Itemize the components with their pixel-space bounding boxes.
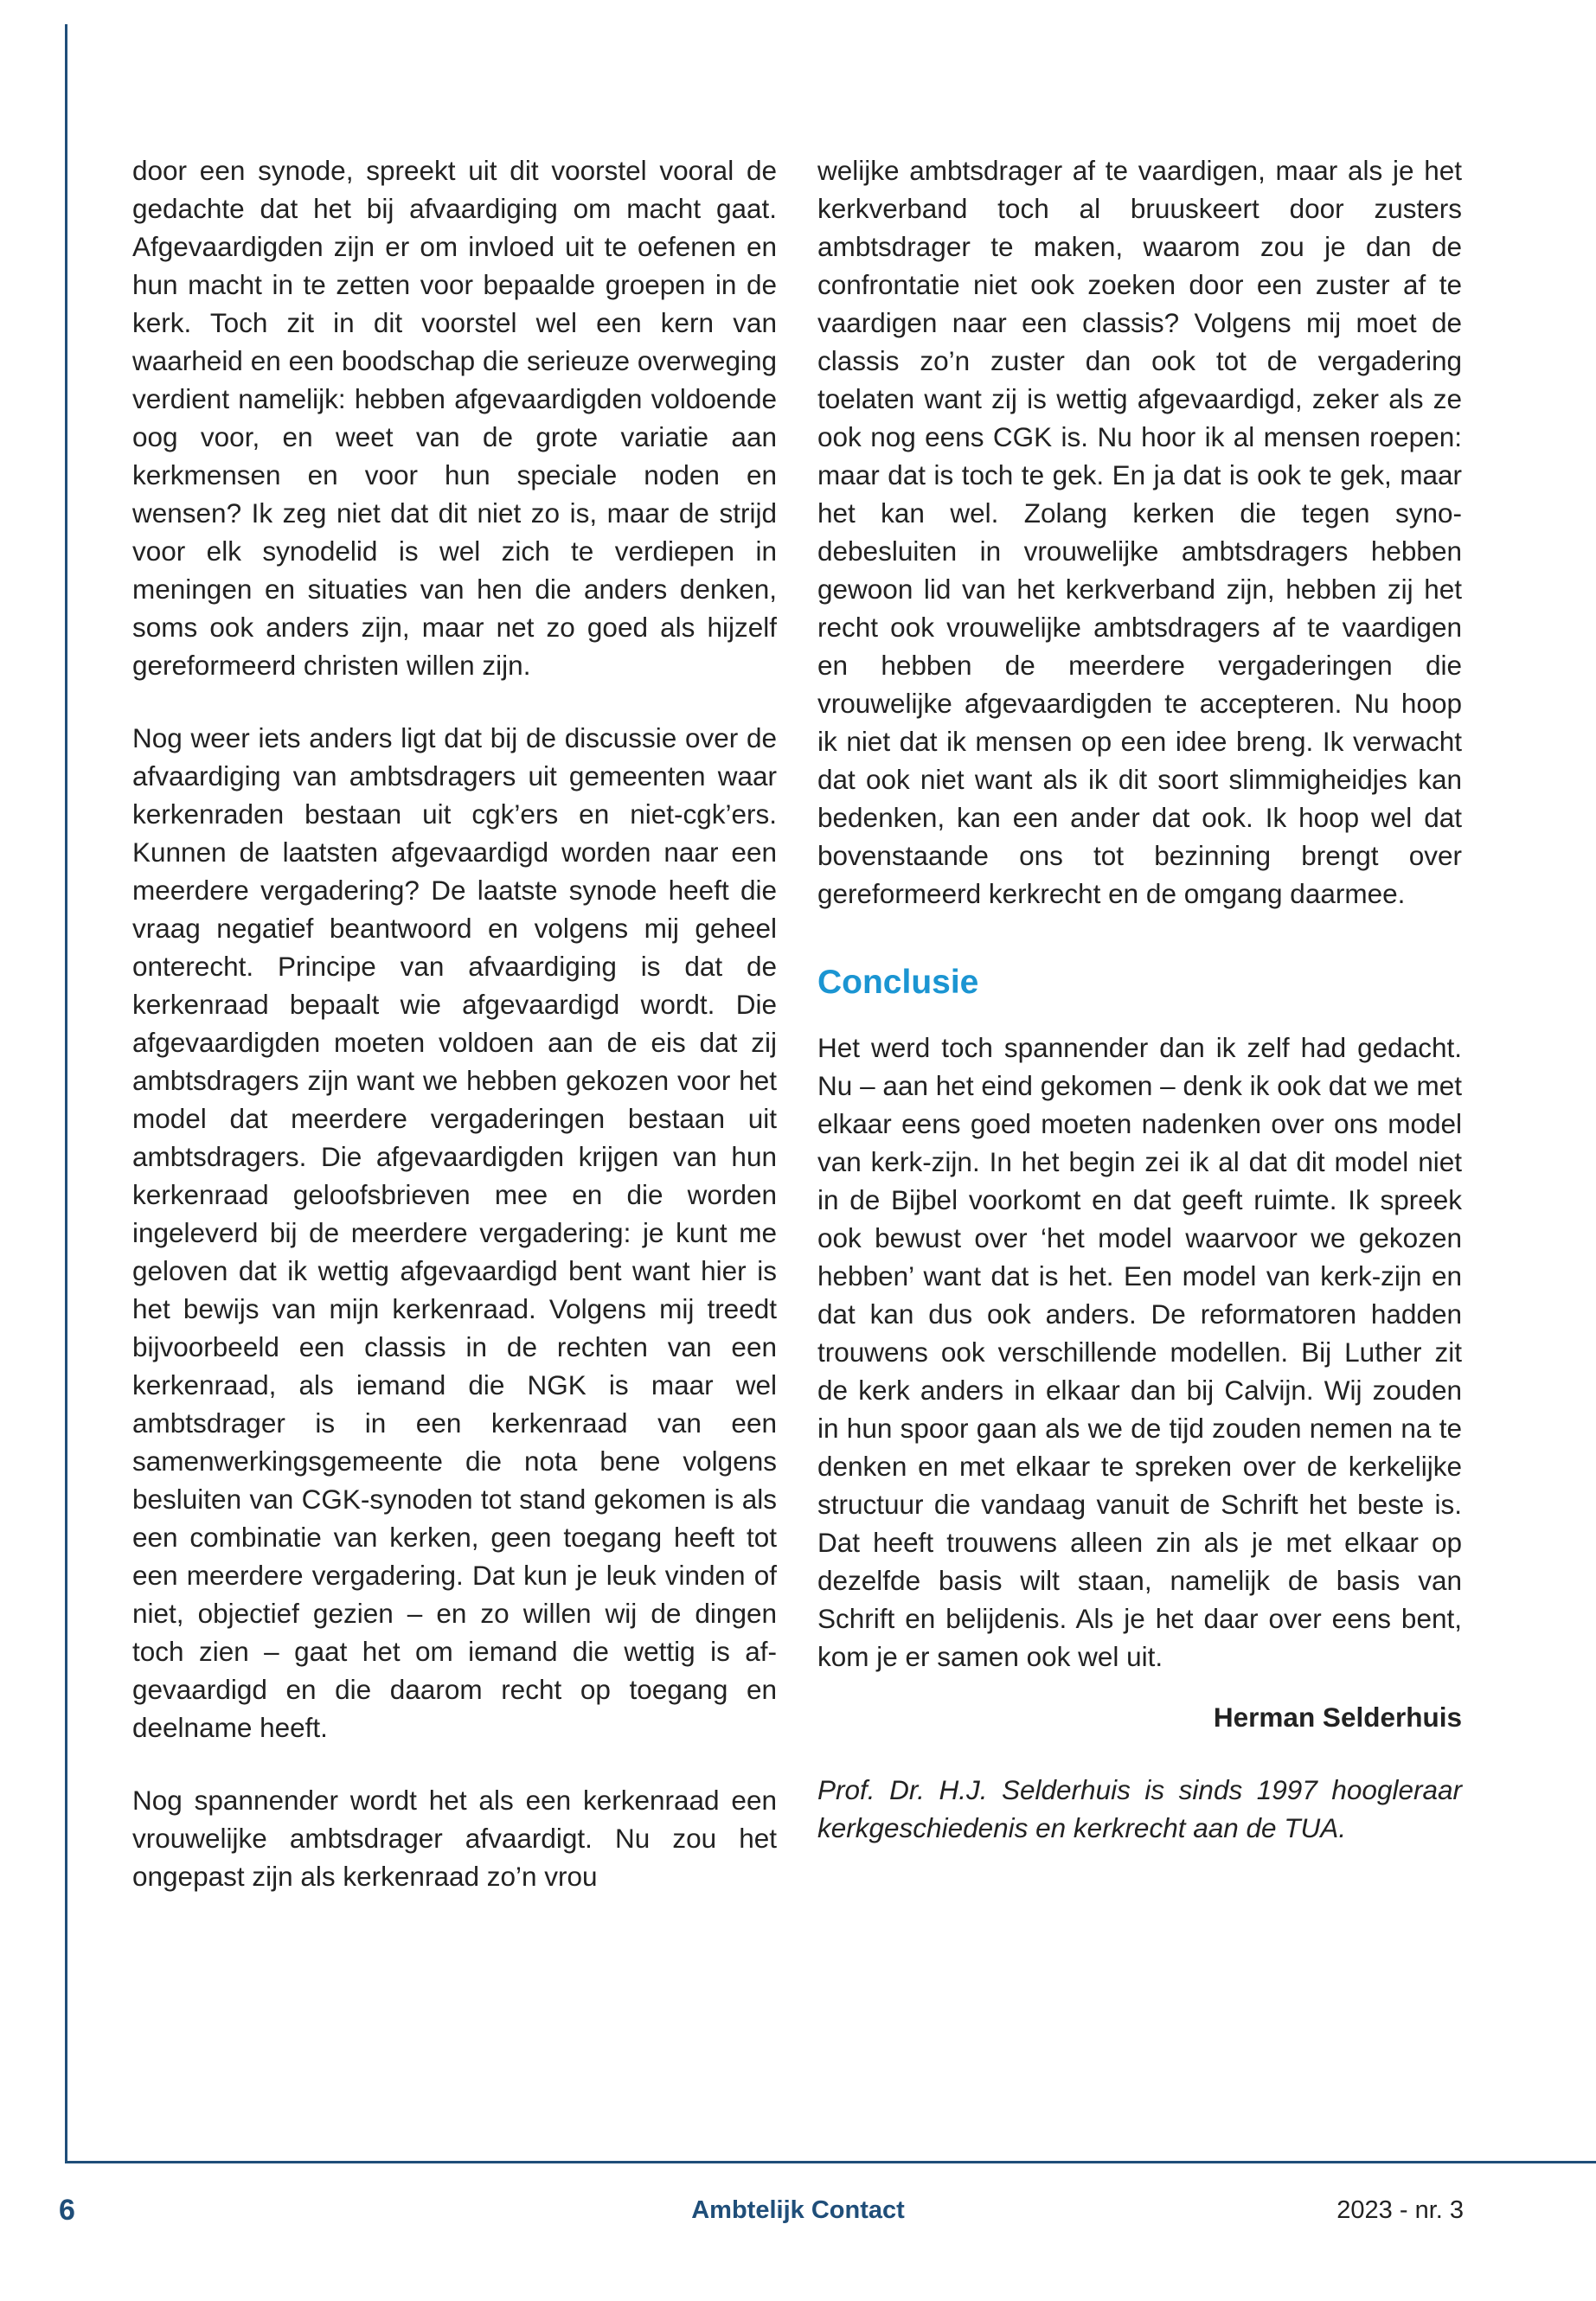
right-column [817, 151, 1462, 1881]
paragraph: welijke ambtsdrager af te vaardigen, maar als je het kerkverband toch al bruuskeert door zusters ambtsdrager te maken, waarom zou je dan de confrontatie niet ook zoeken door een zuster af te vaardigen naar een classis? Volgens mij moet de classis zo’n zuster dan ook tot de vergadering toelaten want zij is wettig afgevaardigd, zeker als ze ook nog eens CGK is. Nu hoor ik al mensen roepen: maar dat is toch te gek. En ja dat is ook te gek, maar het kan wel. Zolang kerken die tegen synodebesluiten in vrouwelijke ambtsdragers hebben gewoon lid van het kerkverband zijn, hebben zij het recht ook vrouwelijke ambtsdragers af te vaardigen en hebben de meerdere vergaderingen die vrouwelijke afgevaardigden te accepteren. Nu hoop ik niet dat ik mensen op een idee breng. Ik verwacht dat ook niet want als ik dit soort slimmigheidjes kan bedenken, kan een ander dat ook. Ik hoop wel dat bovenstaande ons tot bezinning brengt over gereformeerd kerkrecht en de omgang daarmee. [817, 155, 1462, 909]
paragraph: Nog weer iets anders ligt dat bij de discussie over de afvaardiging van ambtsdragers uit gemeenten waar kerkenraden bestaan uit cgk’ers en niet-cgk’ers. Kunnen de laatsten afgevaardigd worden naar een meerdere vergadering? De laatste synode heeft die vraag negatief beantwoord en volgens mij geheel onterecht. Principe van afvaardiging is dat de kerkenraad bepaalt wie afgevaardigd wordt. Die afgevaardigden moeten voldoen aan de eis dat zij ambtsdragers zijn want we hebben gekozen voor het model dat meerdere vergaderingen bestaan uit ambtsdragers. Die afgevaardigden krijgen van hun kerkenraad geloofsbrieven mee en die worden ingeleverd bij de meerdere vergadering: je kunt me geloven dat ik wettig afgevaardigd bent want hier is het bewijs van mijn kerkenraad. Volgens mij treedt bijvoorbeeld een classis in de rechten van een kerkenraad, als iemand die NGK is maar wel ambtsdrager is in een kerkenraad van een samenwerkingsgemeente die nota bene volgens besluiten van CGK-synoden tot stand gekomen is als een combinatie van kerken, geen toegang heeft tot een meerdere vergadering. Dat kun je leuk vinden of niet, objectief gezien – en zo willen wij de dingen toch zien – gaat het om iemand die wettig is afgevaardigd en die daarom recht op toegang en deelname heeft. [132, 722, 777, 1743]
author-name: Herman Selderhuis [1213, 1702, 1462, 1733]
paragraph: Nog spannender wordt het als een kerkenraad een vrouwelijke ambtsdrager afvaardigt. Nu zou het ongepast zijn als kerkenraad zo’n vrou [132, 1785, 777, 1892]
page-number: 6 [59, 2194, 75, 2227]
page-frame-vertical-rule [65, 24, 67, 2163]
left-column [132, 151, 777, 1895]
issue-label: 2023 - nr. 3 [1336, 2196, 1464, 2224]
conclusion-heading: Conclusie [817, 964, 979, 1001]
paragraph: door een synode, spreekt uit dit voorstel vooral de gedachte dat het bij afvaardiging om macht gaat. Afgevaardigden zijn er om invloed uit te oefenen en hun macht in te zetten voor bepaalde groepen in de kerk. Toch zit in dit voorstel wel een kern van waarheid en een boodschap die serieuze overweging verdient namelijk: hebben afgevaardigden voldoende oog voor, en weet van de grote variatie aan kerkmensen en voor hun speciale noden en wensen? Ik zeg niet dat dit niet zo is, maar de strijd voor elk synodelid is wel zich te verdiepen in meningen en situaties van hen die anders denken, soms ook anders zijn, maar net zo goed als hijzelf gereformeerd christen willen zijn. [132, 155, 777, 681]
author-bio: Prof. Dr. H.J. Selderhuis is sinds 1997 hoogleraar kerkgeschiedenis en kerkrecht aan de TUA. [817, 1774, 1462, 1843]
page-frame-horizontal-rule [65, 2161, 1596, 2163]
conclusion-paragraph: Het werd toch spannender dan ik zelf had gedacht. Nu – aan het eind gekomen – denk ik ook dat we met elkaar eens goed moeten nadenken over ons model van kerk-zijn. In het begin zei ik al dat dit model niet in de Bijbel voorkomt en dat geeft ruimte. Ik spreek ook bewust over ‘het model waarvoor we gekozen hebben’ want dat is het. Een model van kerk-zijn en dat kan dus ook anders. De reformatoren hadden trouwens ook verschillende modellen. Bij Luther zit de kerk anders in elkaar dan bij Calvijn. Wij zouden in hun spoor gaan als we de tijd zouden nemen na te denken en met elkaar te spreken over de kerkelijke structuur die vandaag vanuit de Schrift het beste is. Dat heeft trouwens alleen zin als je met elkaar op dezelfde basis wilt staan, namelijk de basis van Schrift en belijdenis. Als je het daar over eens bent, kom je er samen ook wel uit. [817, 1032, 1462, 1672]
magazine-title: Ambtelijk Contact [691, 2196, 905, 2224]
